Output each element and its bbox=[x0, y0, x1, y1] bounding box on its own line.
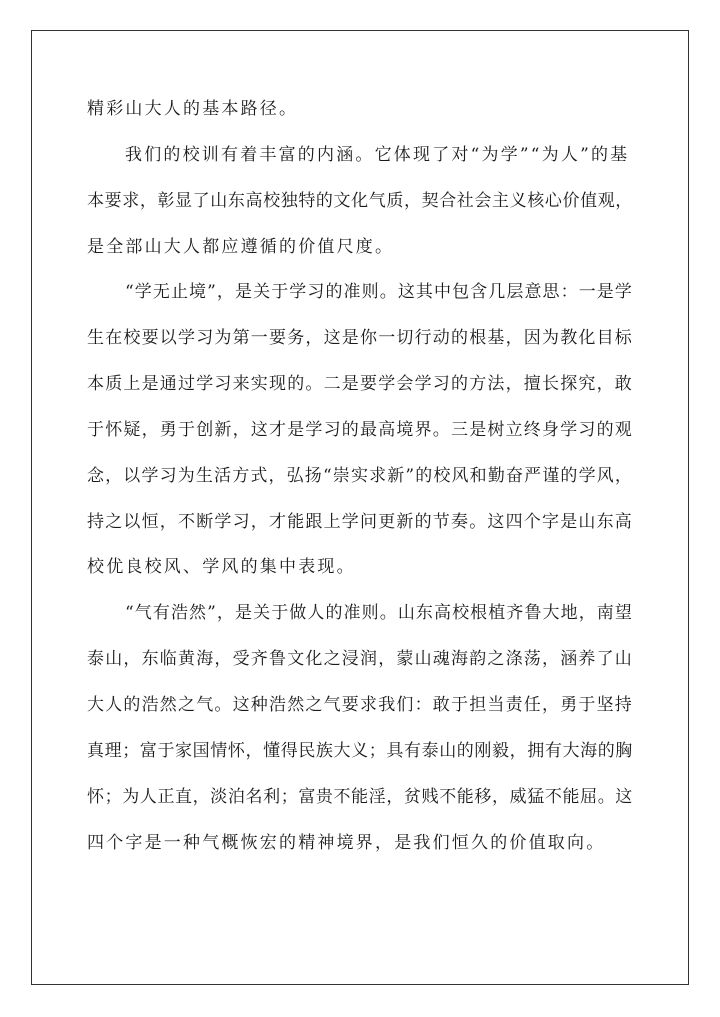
text-line: 本质上是通过学习来实现的。二是要学会学习的方法，擅长探究，敢 bbox=[87, 374, 633, 395]
text-line: 持之以恒，不断学习，才能跟上学问更新的节奏。这四个字是山东高 bbox=[87, 511, 633, 532]
text-line: 校优良校风、学风的集中表现。 bbox=[87, 557, 356, 578]
text-line: 大人的浩然之气。这种浩然之气要求我们：敢于担当责任，勇于坚持 bbox=[87, 694, 633, 715]
paragraph-first-line: “学无止境”，是关于学习的准则。这其中包含几层意思：一是学 bbox=[125, 282, 633, 303]
document-body bbox=[87, 89, 633, 868]
paragraph-first-line: 我们的校训有着丰富的内涵。它体现了对“为学”“为人”的基 bbox=[125, 144, 630, 165]
text-line: 本要求，彰显了山东高校独特的文化气质，契合社会主义核心价值观， bbox=[87, 190, 633, 211]
text-line: 四个字是一种气概恢宏的精神境界，是我们恒久的价值取向。 bbox=[87, 832, 606, 853]
text-line: 念，以学习为生活方式，弘扬“崇实求新”的校风和勤奋严谨的学风， bbox=[87, 465, 634, 486]
text-line: 泰山，东临黄海，受齐鲁文化之浸润，蒙山魂海韵之涤荡，涵养了山 bbox=[87, 649, 633, 670]
text-line: 精彩山大人的基本路径。 bbox=[87, 99, 299, 119]
paragraph-first-line: “气有浩然”，是关于做人的准则。山东高校根植齐鲁大地，南望 bbox=[125, 603, 633, 624]
text-line: 生在校要以学习为第一要务，这是你一切行动的根基，因为教化目标 bbox=[87, 328, 633, 349]
text-line: 是全部山大人都应遵循的价值尺度。 bbox=[87, 236, 395, 257]
text-line: 怀；为人正直，淡泊名利；富贵不能淫，贫贱不能移，威猛不能屈。这 bbox=[87, 786, 633, 807]
text-line: 于怀疑，勇于创新，这才是学习的最高境界。三是树立终身学习的观 bbox=[87, 419, 633, 440]
text-line: 真理；富于家国情怀，懂得民族大义；具有泰山的刚毅，拥有大海的胸 bbox=[87, 740, 633, 761]
